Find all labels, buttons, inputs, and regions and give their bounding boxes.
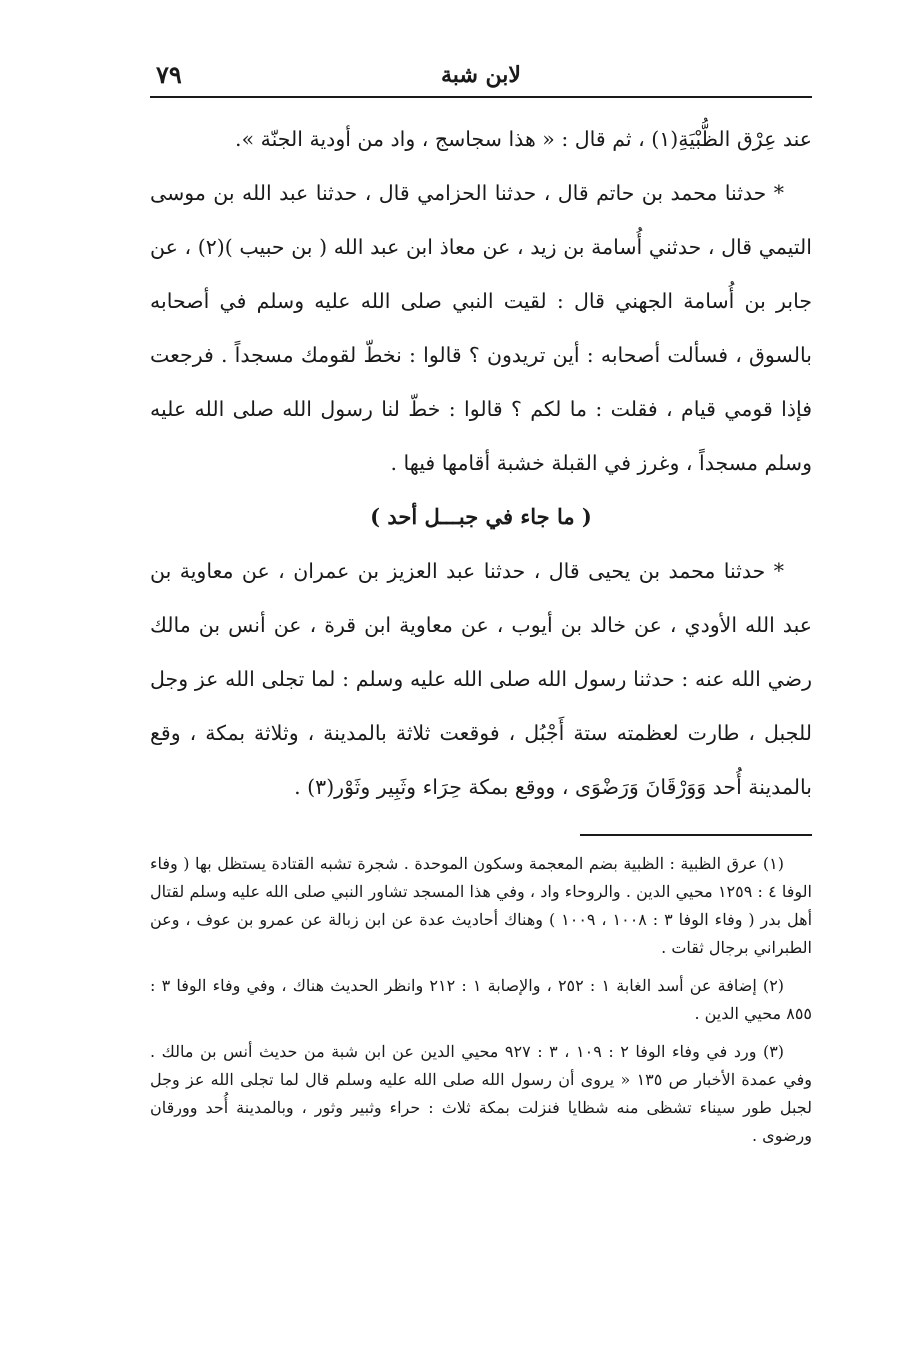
footnote-1: (١) عرق الظبية : الظبية بضم المعجمة وسكون الموحدة . شجرة تشبه القتادة يستظل بها ( وفاء الوفا ٤ : ١٢٥٩ محيي الدين . والروحاء واد ، وفي هذا المسجد تشاور النبي صلى الله عليه وسلم لقتال أهل بدر ( وفاء الوفا ٣ : ١٠٠٨ ، ١٠٠٩ ) وهناك أحاديث عدة عن ابن زبالة عن عمرو بن عوف ، وعن الطبراني برجال ثقات . [150, 854, 813, 957]
main-text [150, 112, 812, 814]
footnote-2: (٢) إضافة عن أسد الغابة ١ : ٢٥٢ ، والإصابة ١ : ٢١٢ وانظر الحديث هناك ، وفي وفاء الوفا ٣ : ٨٥٥ محيي الدين . [150, 976, 812, 1023]
page-number: ٧٩ [156, 60, 182, 89]
footnote-3: (٣) ورد في وفاء الوفا ٢ : ١٠٩ ، ٣ : ٩٢٧ محيي الدين عن ابن شبة من حديث أنس بن مالك . وفي عمدة الأخبار ص ١٣٥ « يروى أن رسول الله صلى الله عليه وسلم قال لما تجلى الله عز وجل لجبل طور سيناء تشظى منه شظايا فنزلت بمكة ثلاث : حراء وثبير وثور ، وبالمدينة أُحد وورقان ورضوى . [150, 1042, 812, 1145]
running-title: لابن شبة [441, 62, 521, 88]
footnotes [150, 850, 812, 1150]
paragraph-hadith-uhud: * حدثنا محمد بن يحيى قال ، حدثنا عبد العزيز بن عمران ، عن معاوية بن عبد الله الأودي ، عن خالد بن أيوب ، عن معاوية ابن قرة ، عن أنس بن مالك رضي الله عنه : حدثنا رسول الله صلى الله عليه وسلم : لما تجلى الله عز وجل للجبل ، طارت لعظمته ستة أَجْبُل ، فوقعت ثلاثة بالمدينة ، وثلاثة بمكة ، وقع بالمدينة أُحد وَوَرْقَانَ وَرَضْوَى ، ووقع بمكة حِرَاء وثَبِير وثَوْر(٣) . [150, 559, 812, 799]
paragraph-hadith-masjid: * حدثنا محمد بن حاتم قال ، حدثنا الحزامي قال ، حدثنا عبد الله بن موسى التيمي قال ، حدثني أُسامة بن زيد ، عن معاذ ابن عبد الله ( بن حبيب )(٢) ، عن جابر بن أُسامة الجهني قال : لقيت النبي صلى الله عليه وسلم في أصحابه بالسوق ، فسألت أصحابه : أين تريدون ؟ قالوا : نخطّ لقومك مسجداً . فرجعت فإذا قومي قيام ، فقلت : ما لكم ؟ قالوا : خطّ لنا رسول الله صلى الله عليه وسلم مسجداً ، وغرز في القبلة خشبة أقامها فيها . [150, 181, 812, 475]
book-page [150, 58, 812, 1160]
section-heading: ( ما جاء في جبـــل أحد ) [370, 504, 592, 529]
paragraph-continuation: عند عِرْق الظُّبْيَةِ(١) ، ثم قال : « هذا سجاسج ، واد من أودية الجنّة ». [235, 127, 812, 151]
page-header [150, 58, 812, 98]
footnote-divider [580, 834, 812, 836]
